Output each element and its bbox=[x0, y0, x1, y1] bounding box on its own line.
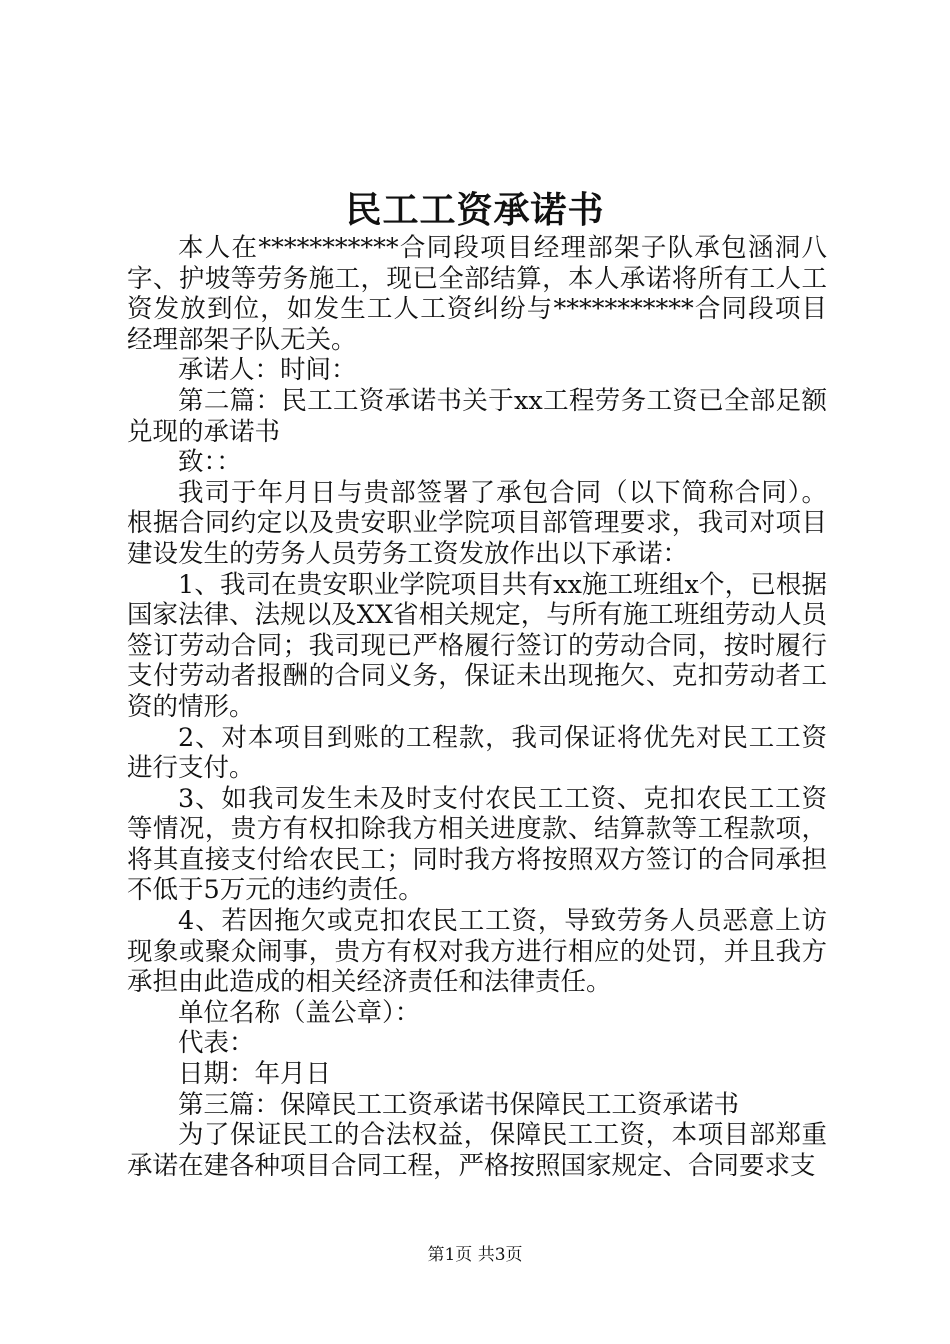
paragraph-company-name-line: 单位名称（盖公章）： bbox=[178, 997, 421, 1028]
paragraph-commitment-item-3: 3、如我司发生未及时支付农民工工资、克扣农民工工资等情况，贵方有权扣除我方相关进度款、结算款等工程款项，将其直接支付给农民工；同时我方将按照双方签订的合同承担不低于5万元的违约责任。 bbox=[127, 783, 827, 906]
paragraph-representative-line: 代表： bbox=[178, 1028, 255, 1059]
paragraph-signatory-line: 承诺人：时间： bbox=[178, 355, 357, 386]
document-title: 民工工资承诺书 bbox=[345, 189, 605, 231]
paragraph-part-three-body: 为了保证民工的合法权益，保障民工工资，本项目部郑重承诺在建各种项目合同工程，严格按照国家规定、合同要求支 bbox=[127, 1120, 827, 1181]
paragraph-date-line: 日期：年月日 bbox=[178, 1059, 332, 1090]
paragraph-salutation: 致：： bbox=[178, 447, 242, 478]
paragraph-commitment-intro: 本人在***********合同段项目经理部架子队承包涵洞八字、护坡等劳务施工，现已全部结算，本人承诺将所有工人工资发放到位，如发生工人工资纠纷与***********合同段项目经理部架子队无关。 bbox=[127, 233, 827, 355]
paragraph-commitment-item-4: 4、若因拖欠或克扣农民工工资，导致劳务人员恶意上访现象或聚众闹事，贵方有权对我方进行相应的处罚，并且我方承担由此造成的相关经济责任和法律责任。 bbox=[127, 906, 827, 998]
paragraph-contract-intro: 我司于年月日与贵部签署了承包合同（以下简称合同）。根据合同约定以及贵安职业学院项目部管理要求，我司对项目建设发生的劳务人员劳务工资发放作出以下承诺： bbox=[127, 477, 827, 569]
document-body bbox=[127, 233, 827, 1181]
page-number-footer: 第1页 共3页 bbox=[427, 1245, 523, 1265]
section-heading-part-three: 第三篇：保障民工工资承诺书保障民工工资承诺书 bbox=[178, 1089, 740, 1120]
section-heading-part-two: 第二篇：民工工资承诺书关于xx工程劳务工资已全部足额兑现的承诺书 bbox=[127, 385, 827, 447]
paragraph-commitment-item-1: 1、我司在贵安职业学院项目共有xx施工班组x个，已根据国家法律、法规以及XX省相关规定，与所有施工班组劳动人员签订劳动合同；我司现已严格履行签订的劳动合同，按时履行支付劳动者报酬的合同义务，保证未出现拖欠、克扣劳动者工资的情形。 bbox=[127, 569, 827, 722]
paragraph-commitment-item-2: 2、对本项目到账的工程款，我司保证将优先对民工工资进行支付。 bbox=[127, 722, 827, 784]
